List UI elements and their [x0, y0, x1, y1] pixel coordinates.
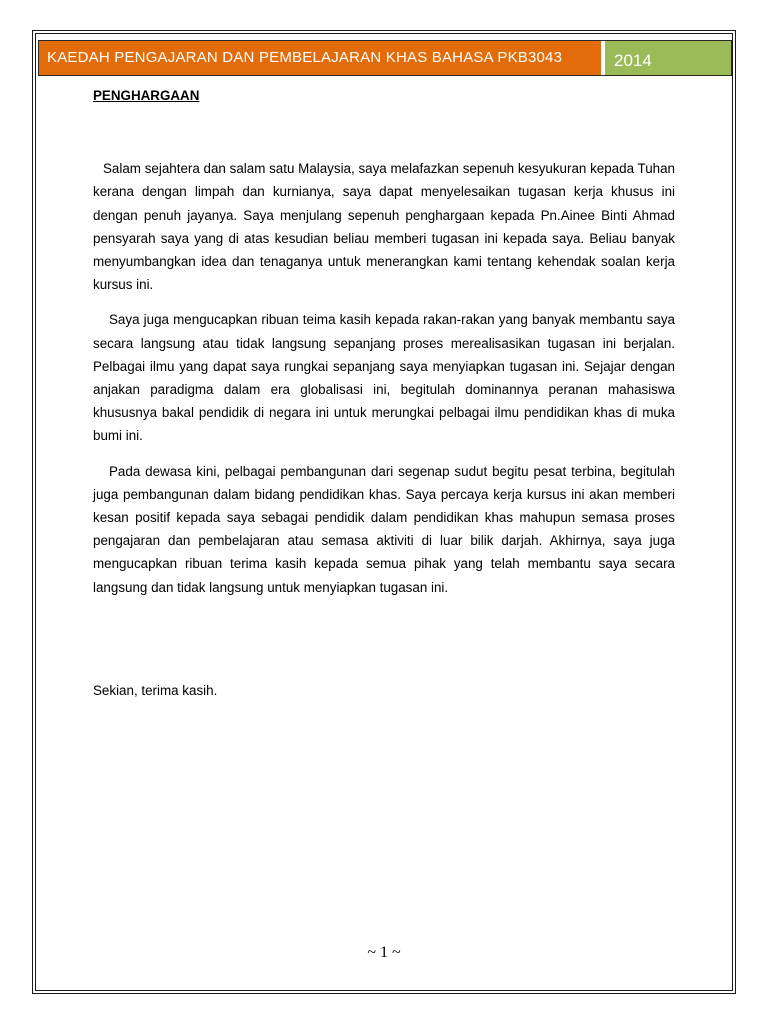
paragraph-1: Salam sejahtera dan salam satu Malaysia, saya melafazkan sepenuh kesyukuran kepada Tuhan kerana dengan limpah dan kurnianya, saya dapat menyelesaikan tugasan kerja khusus ini dengan penuh jayanya. Saya menjulang sepenuh penghargaan kepada Pn.Ainee Binti Ahmad pensyarah saya yang di atas kesudian beliau memberi tugasan ini kepada saya. Beliau banyak menyumbangkan idea dan tenaganya untuk menerangkan kami tentang kehendak soalan kerja kursus ini.: [93, 161, 675, 293]
header-bar: [38, 40, 732, 76]
header-year: 2014: [605, 41, 731, 75]
closing-line: Sekian, terima kasih.: [93, 682, 218, 698]
section-heading: PENGHARGAAN: [93, 88, 200, 103]
paragraph-3: Pada dewasa kini, pelbagai pembangunan dari segenap sudut begitu pesat terbina, begitulah juga pembangunan dalam bidang pendidikan khas. Saya percaya kerja kursus ini akan memberi kesan positif kepada saya sebagai pendidik dalam pendidikan khas mahupun semasa proses pengajaran dan pembelajaran atau semasa aktiviti di luar bilik darjah. Akhirnya, saya juga mengucapkan ribuan terima kasih kepada semua pihak yang telah membantu saya secara langsung dan tidak langsung untuk menyiapkan tugasan ini.: [93, 463, 675, 595]
header-title: KAEDAH PENGAJARAN DAN PEMBELAJARAN KHAS BAHASA PKB3043: [39, 41, 601, 75]
document-body: [93, 84, 675, 715]
paragraph-2: Saya juga mengucapkan ribuan teima kasih kepada rakan-rakan yang banyak membantu saya secara langsung atau tidak langsung sepanjang proses merealisasikan tugasan ini berjalan. Pelbagai ilmu yang dapat saya rungkai sepanjang saya menyiapkan tugasan ini. Sejajar dengan anjakan paradigma dalam era globalisasi ini, begitulah dominannya peranan mahasiswa khususnya bakal pendidik di negara ini untuk merungkai pelbagai ilmu pendidikan khas di muka bumi ini.: [93, 312, 675, 444]
page-number: ~ 1 ~: [367, 944, 401, 961]
